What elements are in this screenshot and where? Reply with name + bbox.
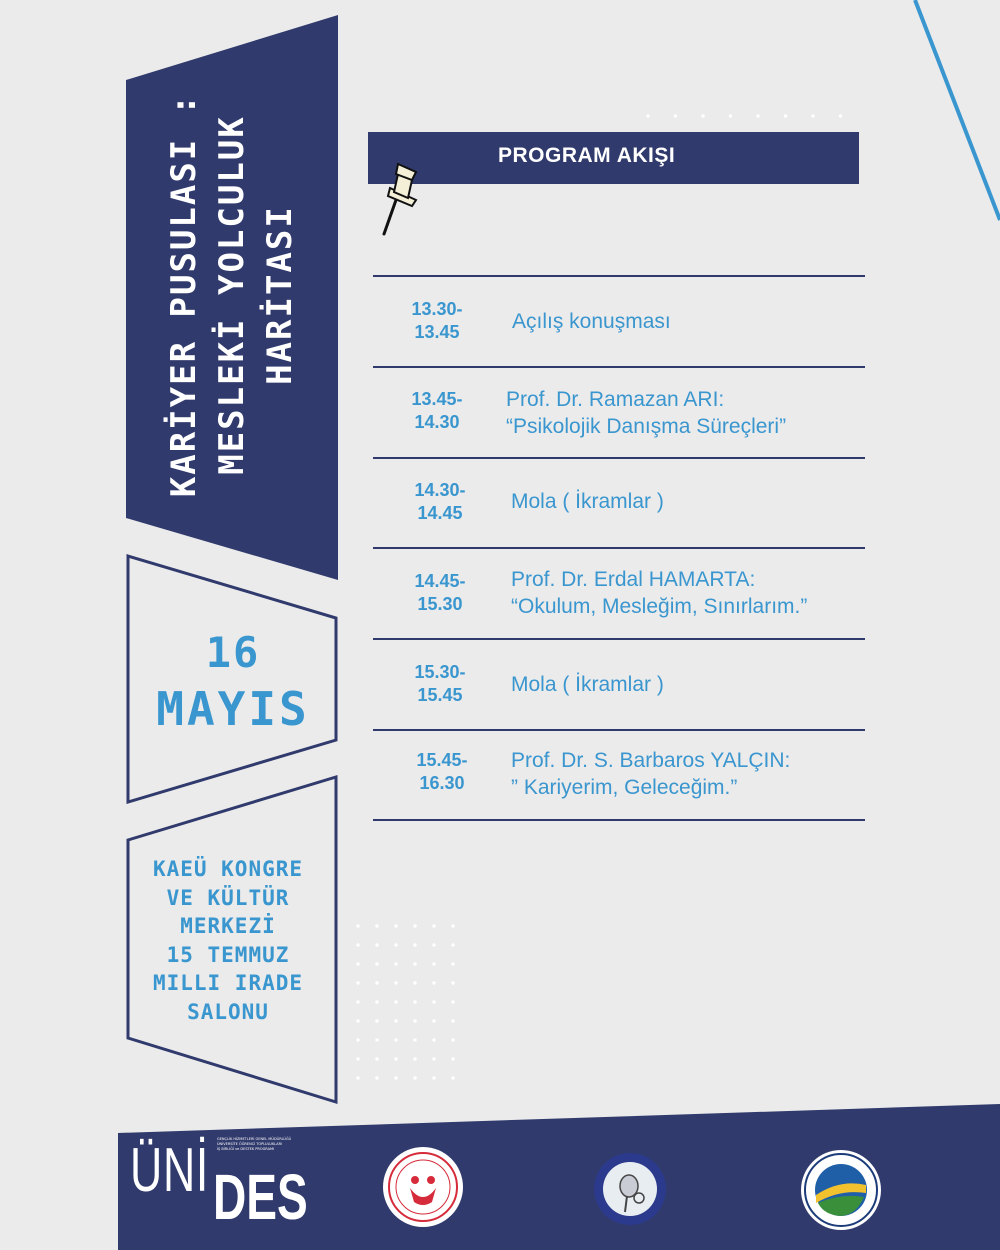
- time-start: 15.30-: [414, 662, 466, 682]
- decor-dot: [356, 1038, 359, 1041]
- decor-dot: [451, 1038, 454, 1041]
- decor-dot: [432, 1019, 435, 1022]
- decor-dot: [413, 962, 416, 965]
- decor-dot: [375, 1057, 378, 1060]
- decor-dot: [356, 1057, 359, 1060]
- decor-dot: [756, 114, 759, 117]
- decor-dot: [451, 1076, 454, 1079]
- decor-dot: [413, 1057, 416, 1060]
- time-end: 16.30: [419, 773, 465, 793]
- unides-logo-des: DES: [213, 1161, 308, 1233]
- decor-dot: [356, 943, 359, 946]
- row-divider: [373, 366, 865, 368]
- decor-dot: [394, 943, 397, 946]
- desc-line: Prof. Dr. Ramazan ARI:: [506, 388, 725, 411]
- decor-dot: [432, 943, 435, 946]
- decor-dot: [356, 1076, 359, 1079]
- desc-line: Prof. Dr. S. Barbaros YALÇIN:: [511, 749, 791, 772]
- decor-dot: [451, 1057, 454, 1060]
- decor-dot: [375, 962, 378, 965]
- decor-dot: [451, 981, 454, 984]
- dot-grid-bottom: [356, 924, 454, 1079]
- decor-dot: [356, 962, 359, 965]
- row-divider: [373, 457, 865, 459]
- time-start: 15.45-: [416, 750, 468, 770]
- decor-dot: [413, 1019, 416, 1022]
- venue-line: VE KÜLTÜR: [166, 885, 290, 910]
- schedule-time: [395, 661, 485, 707]
- event-title: KARİYER PUSULASI : MESLEKİ YOLCULUK HARİTASI: [164, 92, 300, 498]
- unides-logo-caption: [217, 1137, 291, 1152]
- decor-dot: [674, 114, 677, 117]
- decor-dot: [375, 981, 378, 984]
- desc-line: ” Kariyerim, Geleceğim.”: [511, 776, 738, 799]
- row-divider: [373, 547, 865, 549]
- schedule-desc: [511, 671, 664, 698]
- row-divider: [373, 729, 865, 731]
- date-panel: [128, 556, 336, 802]
- pushpin-icon: [378, 160, 426, 240]
- time-end: 15.45: [417, 685, 463, 705]
- decor-dot: [432, 924, 435, 927]
- time-start: 14.30-: [414, 480, 466, 500]
- program-title: PROGRAM AKIŞI: [498, 144, 676, 167]
- desc-line: “Psikolojik Danışma Süreçleri”: [506, 415, 787, 438]
- schedule-desc: [506, 386, 786, 440]
- schedule-desc: [511, 566, 807, 620]
- decor-dot: [394, 1000, 397, 1003]
- decor-dot: [375, 943, 378, 946]
- time-end: 14.45: [417, 503, 463, 523]
- decor-dot: [451, 924, 454, 927]
- desc-line: “Okulum, Mesleğim, Sınırlarım.”: [511, 595, 808, 618]
- decor-dot: [646, 114, 649, 117]
- schedule-time: [397, 749, 487, 795]
- decor-dot: [413, 1038, 416, 1041]
- schedule-time: [395, 479, 485, 525]
- row-divider: [373, 275, 865, 277]
- decor-dot: [413, 924, 416, 927]
- time-end: 15.30: [417, 594, 463, 614]
- venue-line: MILLI IRADE: [152, 971, 304, 995]
- decor-dot: [413, 981, 416, 984]
- time-end: 14.30: [414, 412, 460, 432]
- venue-line: SALONU: [187, 999, 269, 1024]
- decor-dot: [375, 924, 378, 927]
- schedule-desc: [512, 308, 671, 335]
- decor-dot: [729, 114, 732, 117]
- caption-line: GENÇLİK HİZMETLERİ GENEL MÜDÜRLÜĞÜ: [217, 1137, 292, 1141]
- desc-line: Açılış konuşması: [512, 310, 671, 333]
- time-start: 14.45-: [414, 571, 466, 591]
- schedule-time: [392, 298, 482, 344]
- venue-line: 15 TEMMUZ: [166, 942, 290, 967]
- decor-dot: [394, 1057, 397, 1060]
- decor-dot: [451, 943, 454, 946]
- time-end: 13.45: [414, 322, 460, 342]
- desc-line: Prof. Dr. Erdal HAMARTA:: [511, 568, 756, 591]
- venue: [128, 855, 328, 1026]
- row-divider: [373, 638, 865, 640]
- schedule-desc: [511, 747, 790, 801]
- decor-dot: [375, 1000, 378, 1003]
- venue-line: MERKEZİ: [180, 914, 276, 938]
- decor-dot: [356, 1000, 359, 1003]
- venue-line: KAEÜ KONGRE: [152, 857, 304, 881]
- pdr-society-logo: [593, 1152, 667, 1226]
- date-month: MAYIS: [156, 682, 310, 736]
- decor-dot: [839, 114, 842, 117]
- desc-line: Mola ( İkramlar ): [511, 490, 664, 513]
- decor-dot: [394, 1019, 397, 1022]
- decor-dot: [451, 962, 454, 965]
- ministry-logo: [382, 1146, 464, 1228]
- decor-dot: [432, 1038, 435, 1041]
- decor-dot: [432, 981, 435, 984]
- date-day: 16: [205, 628, 261, 677]
- decor-dot: [784, 114, 787, 117]
- row-divider: [373, 819, 865, 821]
- decor-dot: [394, 981, 397, 984]
- caption-line: ÜNİVERSİTE ÖĞRENCİ TOPLULUKLARI: [217, 1142, 283, 1146]
- decor-dot: [451, 1000, 454, 1003]
- desc-line: Mola ( İkramlar ): [511, 673, 664, 696]
- decor-dot: [375, 1076, 378, 1079]
- decor-dot: [413, 1076, 416, 1079]
- decor-dot: [356, 1019, 359, 1022]
- schedule-time: [395, 570, 485, 616]
- decor-dot: [394, 962, 397, 965]
- decor-dot: [394, 924, 397, 927]
- decor-dot: [432, 1076, 435, 1079]
- time-start: 13.30-: [411, 299, 463, 319]
- decor-dot: [356, 924, 359, 927]
- accent-line: [915, 0, 1000, 220]
- decor-dot: [394, 1038, 397, 1041]
- decor-dot: [356, 981, 359, 984]
- decor-dot: [375, 1019, 378, 1022]
- decor-dot: [432, 1000, 435, 1003]
- decor-dot: [413, 1000, 416, 1003]
- caption-line: İŞ BİRLİĞİ ve DESTEK PROGRAMI: [217, 1147, 275, 1151]
- decor-dot: [451, 1019, 454, 1022]
- time-start: 13.45-: [411, 389, 463, 409]
- decor-dot: [432, 1057, 435, 1060]
- decor-dot: [701, 114, 704, 117]
- schedule-time: [392, 388, 482, 434]
- university-logo: [800, 1149, 882, 1231]
- decor-dot: [432, 962, 435, 965]
- decor-dot: [394, 1076, 397, 1079]
- decor-dot: [413, 943, 416, 946]
- decor-dot: [811, 114, 814, 117]
- unides-logo-uni: ÜNİ: [130, 1136, 210, 1205]
- decor-dot: [375, 1038, 378, 1041]
- schedule-desc: [511, 488, 664, 515]
